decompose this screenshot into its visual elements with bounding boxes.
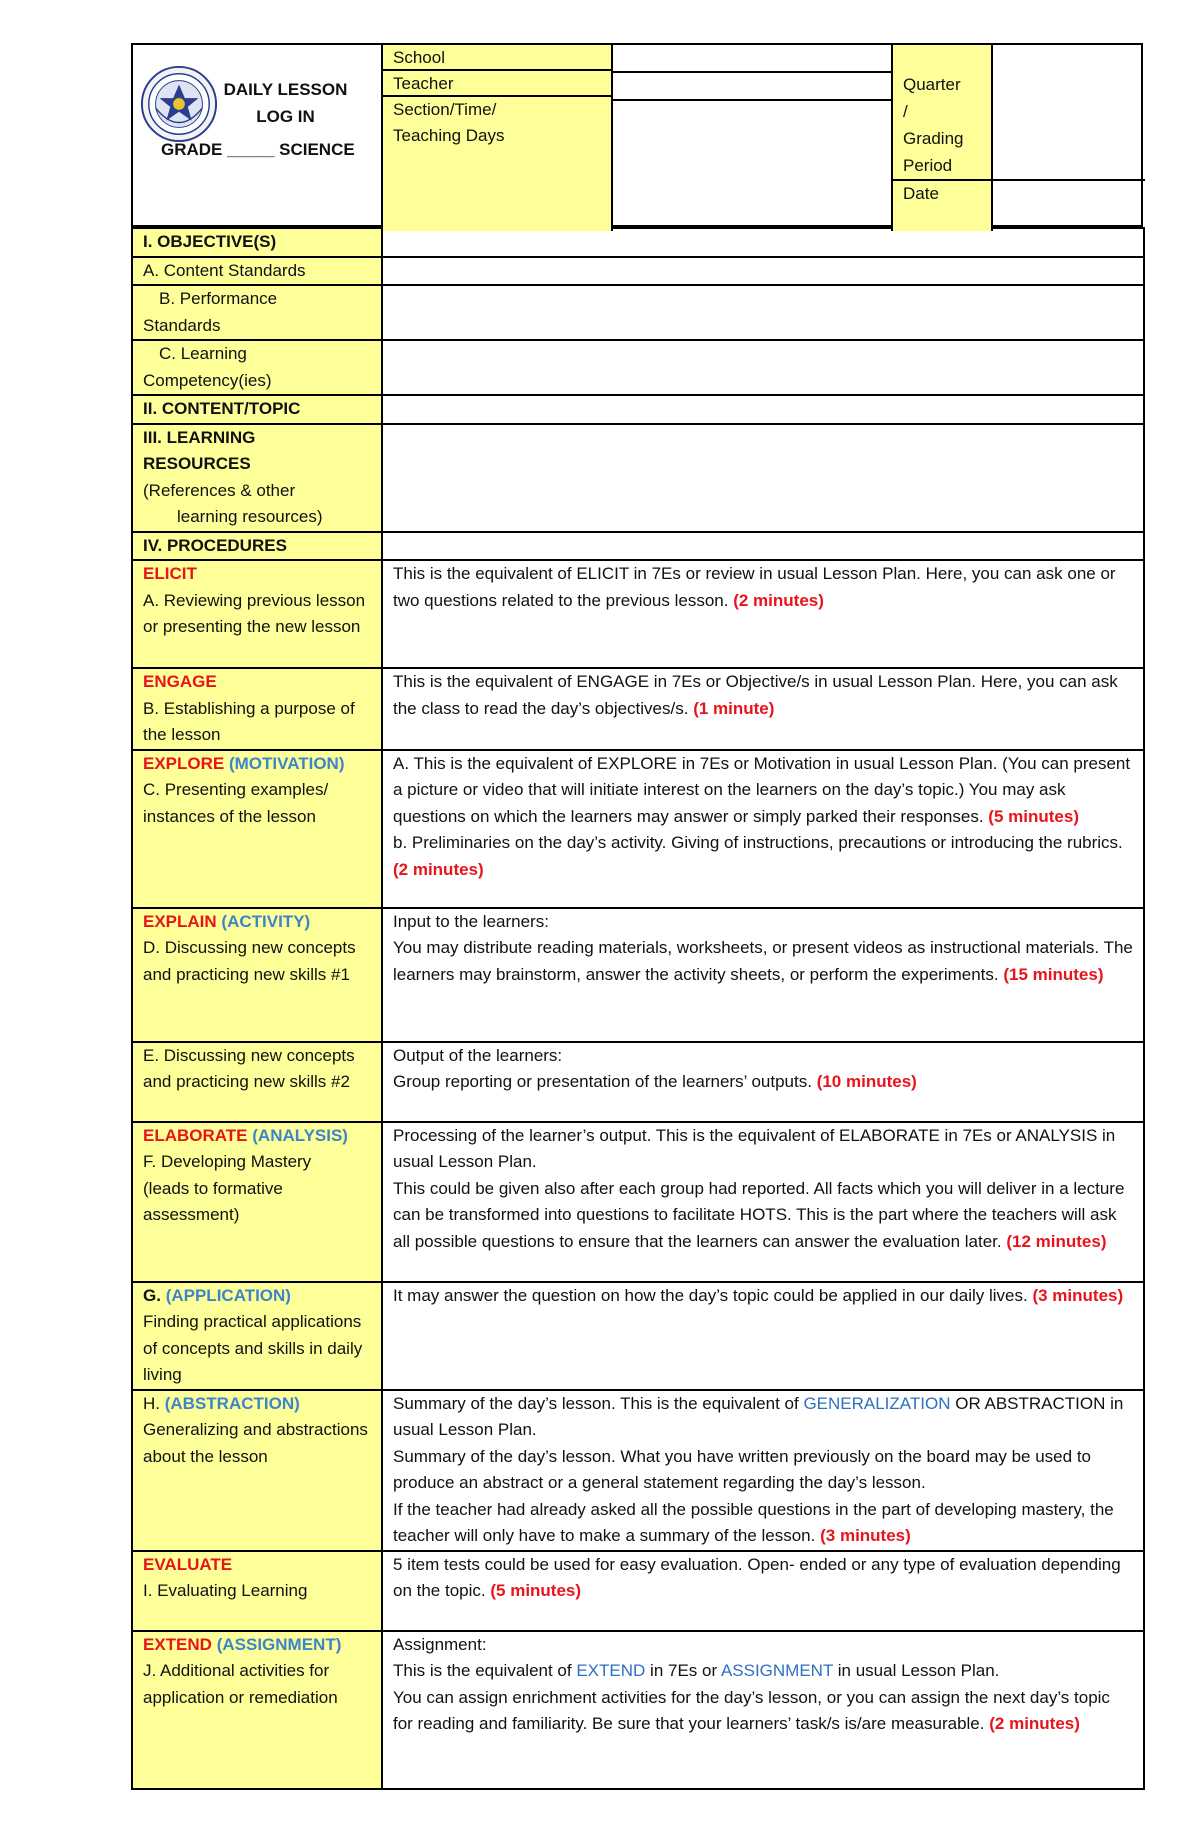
explore-description: A. This is the equivalent of EXPLORE in 7Es or Motivation in usual Lesson Plan. (You can present a picture or video that will initiate interest on the learners on the day’s topic.) You may ask questions on which the learners may answer or simply parked their responses. (5 minutes) b. Preliminaries on the day’s activity. Giving of instructions, precautions or introducing the rubrics. (2 minutes) xyxy=(382,750,1144,908)
info-values xyxy=(613,45,893,231)
engage-description: This is the equivalent of ENGAGE in 7Es or Objective/s in usual Lesson Plan. Here, you can ask the class to read the day’s objectives/s. (1 minute) xyxy=(382,668,1144,750)
table-row xyxy=(132,750,1144,908)
objectives-heading: I. OBJECTIVE(S) xyxy=(132,228,382,257)
extend-label: EXTEND (ASSIGNMENT) J. Additional activities for application or remediation xyxy=(132,1631,382,1789)
table-row xyxy=(132,532,1144,561)
abstraction-description: Summary of the day’s lesson. This is the equivalent of GENERALIZATION OR ABSTRACTION in usual Lesson Plan. Summary of the day’s lesson. What you have written previously on the board may be used to produce an abstract or a general statement regarding the day’s lesson. If the teacher had already asked all the possible questions in the part of developing mastery, the teacher will only have to make a summary of the lesson. (3 minutes) xyxy=(382,1390,1144,1551)
performance-standards-label: B. Performance Standards xyxy=(132,285,382,340)
learning-resources-label: III. LEARNING RESOURCES (References & other learning resources) xyxy=(132,424,382,532)
table-row xyxy=(132,395,1144,424)
elaborate-label: ELABORATE (ANALYSIS) F. Developing Mastery (leads to formative assessment) xyxy=(132,1122,382,1282)
explain-description: Input to the learners: You may distribute reading materials, worksheets, or present videos as instructional materials. The learners may brainstorm, answer the activity sheets, or perform the experiments. (15 minutes) xyxy=(382,908,1144,1042)
section-label: Section/Time/ Teaching Days xyxy=(393,100,505,145)
table-row xyxy=(132,285,1144,340)
grade-line: GRADE _____ SCIENCE xyxy=(161,140,355,159)
table-row xyxy=(132,424,1144,532)
title-line-1: DAILY LESSON xyxy=(223,80,348,99)
title-line-2: LOG IN xyxy=(256,107,315,126)
table-row xyxy=(132,228,1144,257)
table-row xyxy=(132,1390,1144,1551)
school-field[interactable] xyxy=(613,45,891,73)
evaluate-description: 5 item tests could be used for easy evaluation. Open- ended or any type of evaluation depending on the topic. (5 minutes) xyxy=(382,1551,1144,1631)
evaluate-label: EVALUATE I. Evaluating Learning xyxy=(132,1551,382,1631)
table-row xyxy=(132,908,1144,1042)
school-label: School xyxy=(383,45,611,71)
title-cell xyxy=(133,45,383,231)
log-title xyxy=(213,76,358,130)
daily-lesson-log xyxy=(131,43,1143,1790)
content-standards-field[interactable] xyxy=(382,257,1144,286)
procedures-heading: IV. PROCEDURES xyxy=(132,532,382,561)
learning-resources-field[interactable] xyxy=(382,424,1144,532)
table-row xyxy=(132,668,1144,750)
header-block xyxy=(131,43,1143,227)
objectives-field[interactable] xyxy=(382,228,1144,257)
explain-label: EXPLAIN (ACTIVITY) D. Discussing new concepts and practicing new skills #1 xyxy=(132,908,382,1042)
discuss-2-label: E. Discussing new concepts and practicing new skills #2 xyxy=(132,1042,382,1122)
performance-standards-field[interactable] xyxy=(382,285,1144,340)
info-labels xyxy=(383,45,613,231)
lesson-table xyxy=(131,227,1145,1790)
learning-competency-label: C. Learning Competency(ies) xyxy=(132,340,382,395)
table-row xyxy=(132,1282,1144,1390)
table-row xyxy=(132,340,1144,395)
explore-label: EXPLORE (MOTIVATION) C. Presenting examples/ instances of the lesson xyxy=(132,750,382,908)
table-row xyxy=(132,560,1144,668)
content-topic-field[interactable] xyxy=(382,395,1144,424)
teacher-label: Teacher xyxy=(383,71,611,97)
table-row xyxy=(132,257,1144,286)
table-row xyxy=(132,1631,1144,1789)
elaborate-description: Processing of the learner’s output. This is the equivalent of ELABORATE in 7Es or ANALYSIS in usual Lesson Plan. This could be given also after each group had reported. All facts which you will deliver in a lecture can be transformed into questions to facilitate HOTS. This is the part where the teachers will ask all possible questions to ensure that the learners can answer the evaluation later. (12 minutes) xyxy=(382,1122,1144,1282)
elicit-label: ELICIT A. Reviewing previous lesson or presenting the new lesson xyxy=(132,560,382,668)
application-label: G. (APPLICATION) Finding practical applications of concepts and skills in daily living xyxy=(132,1282,382,1390)
quarter-field[interactable] xyxy=(993,45,1145,181)
procedures-field[interactable] xyxy=(382,532,1144,561)
quarter-label: Quarter / Grading Period xyxy=(893,45,991,181)
date-label: Date xyxy=(903,184,939,203)
application-description: It may answer the question on how the day’s topic could be applied in our daily lives. (3 minutes) xyxy=(382,1282,1144,1390)
deped-seal-icon xyxy=(140,65,218,143)
abstraction-label: H. (ABSTRACTION) Generalizing and abstractions about the lesson xyxy=(132,1390,382,1551)
engage-label: ENGAGE B. Establishing a purpose of the lesson xyxy=(132,668,382,750)
discuss-2-description: Output of the learners: Group reporting or presentation of the learners’ outputs. (10 minutes) xyxy=(382,1042,1144,1122)
learning-competency-field[interactable] xyxy=(382,340,1144,395)
section-field[interactable] xyxy=(613,101,891,231)
elicit-description: This is the equivalent of ELICIT in 7Es or review in usual Lesson Plan. Here, you can ask one or two questions related to the previous lesson. (2 minutes) xyxy=(382,560,1144,668)
quarter-labels xyxy=(893,45,993,231)
table-row xyxy=(132,1122,1144,1282)
content-topic-label: II. CONTENT/TOPIC xyxy=(132,395,382,424)
table-row xyxy=(132,1551,1144,1631)
table-row xyxy=(132,1042,1144,1122)
content-standards-label: A. Content Standards xyxy=(132,257,382,286)
quarter-values xyxy=(993,45,1145,231)
extend-description: Assignment: This is the equivalent of EXTEND in 7Es or ASSIGNMENT in usual Lesson Plan. You can assign enrichment activities for the day’s lesson, or you can assign the next day’s topic for reading and familiarity. Be sure that your learners’ task/s is/are measurable. (2 minutes) xyxy=(382,1631,1144,1789)
teacher-field[interactable] xyxy=(613,73,891,101)
date-field[interactable] xyxy=(993,181,1145,231)
